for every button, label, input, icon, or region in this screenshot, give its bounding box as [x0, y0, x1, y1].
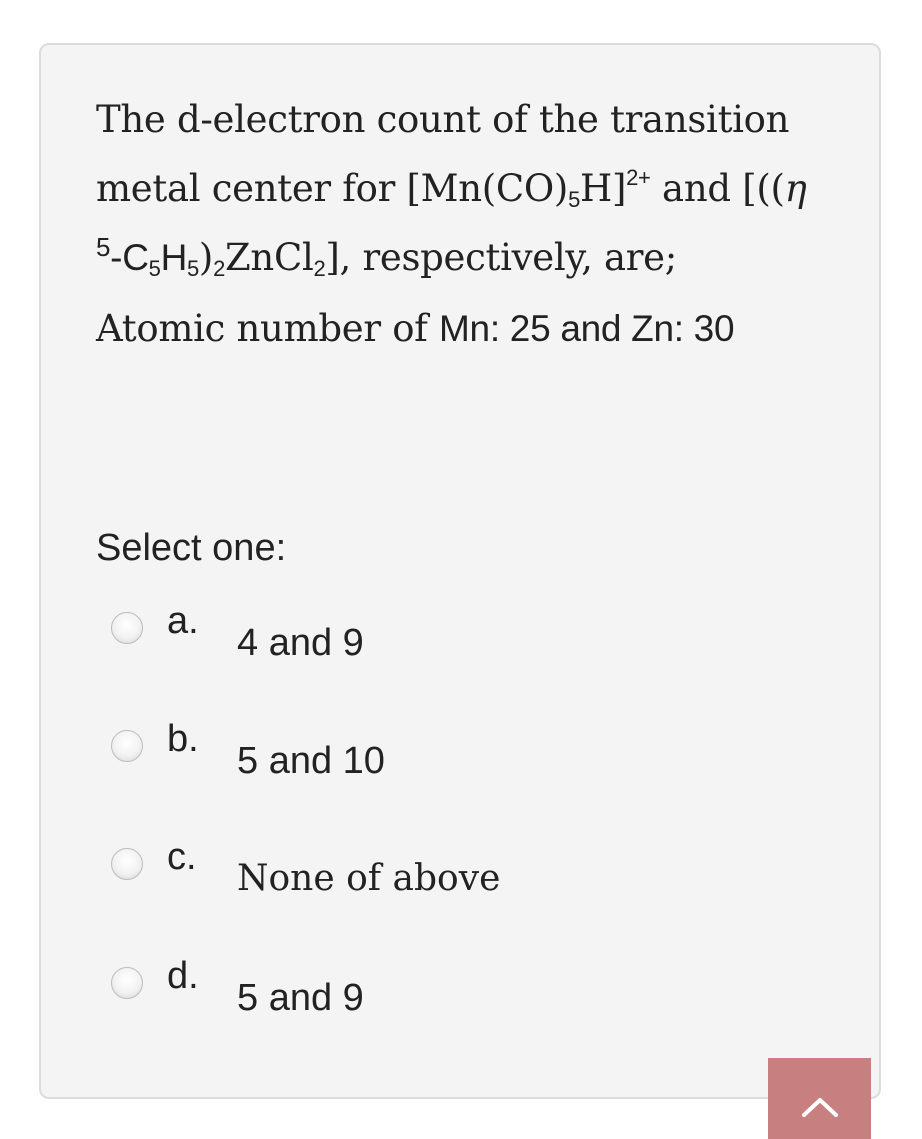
option-c[interactable]: [111, 836, 811, 908]
option-letter: a.: [167, 600, 199, 642]
option-b[interactable]: [111, 718, 811, 790]
atomic-number-note: Atomic number of Mn: 25 and Zn: 30: [96, 307, 735, 350]
option-letter: d.: [167, 955, 199, 997]
option-text: 4 and 9: [237, 622, 364, 664]
option-letter: c.: [167, 836, 197, 878]
option-text: 5 and 10: [237, 740, 385, 782]
option-text: 5 and 9: [237, 977, 364, 1019]
radio-button-b[interactable]: [111, 730, 143, 762]
option-text: None of above: [237, 858, 501, 899]
option-d[interactable]: [111, 955, 811, 1027]
question-text: [96, 85, 856, 292]
select-one-label: Select one:: [96, 527, 287, 569]
chevron-up-icon: [768, 1058, 871, 1139]
radio-button-a[interactable]: [111, 612, 143, 644]
question-line-1: The d-electron count of the transition: [96, 98, 790, 141]
option-letter: b.: [167, 718, 199, 760]
question-line-2: metal center for $[Mn(CO)_5H]^{2+}$ and [((η: [96, 165, 807, 212]
question-card: [39, 43, 881, 1099]
radio-button-c[interactable]: [111, 848, 143, 880]
question-line-3: $^5-C_5H_5)_2ZnCl_2$], respectively, are;: [96, 232, 677, 281]
scroll-to-top-button[interactable]: [768, 1058, 871, 1139]
radio-button-d[interactable]: [111, 967, 143, 999]
option-a[interactable]: [111, 600, 811, 672]
